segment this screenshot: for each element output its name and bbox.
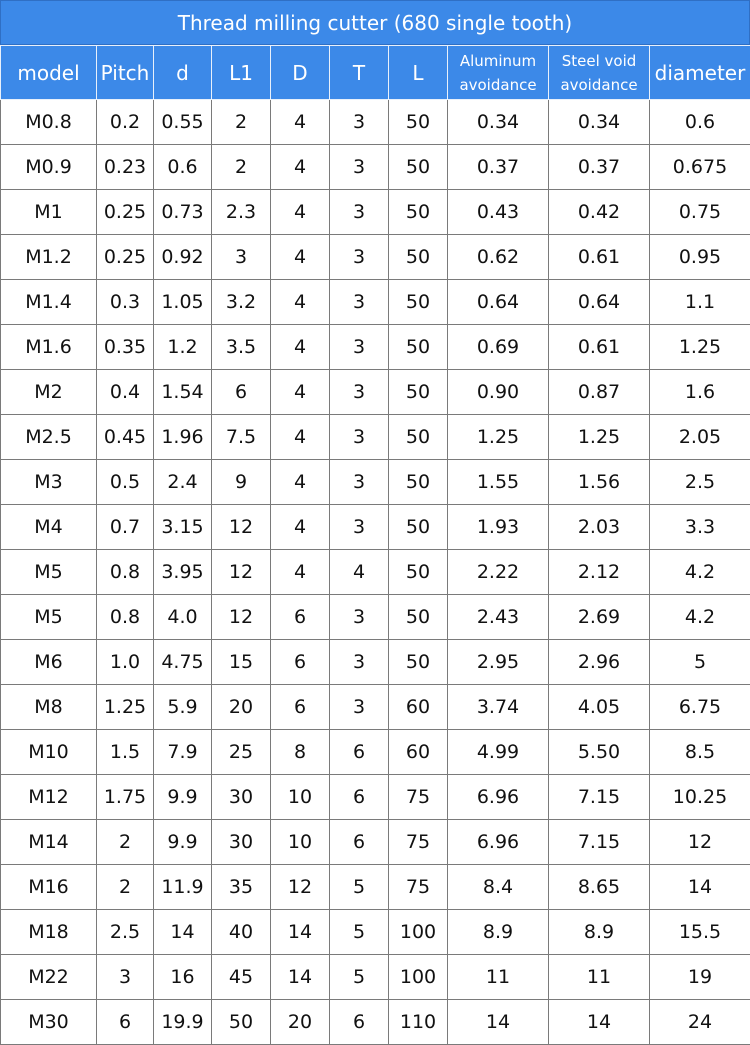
cell-aluminum-avoidance: 14 <box>448 1000 549 1045</box>
table-row <box>1 910 750 955</box>
cell-l: 50 <box>389 100 448 145</box>
cell-d: 11.9 <box>154 865 212 910</box>
cell-aluminum-avoidance: 1.55 <box>448 460 549 505</box>
table-row <box>1 415 750 460</box>
cell-t: 6 <box>330 1000 389 1045</box>
col-header-diameter: diameter <box>650 46 750 100</box>
cell-d: 2.4 <box>154 460 212 505</box>
cell-shank-d: 6 <box>271 640 330 685</box>
cell-pitch: 2 <box>97 820 154 865</box>
cell-model: M22 <box>1 955 97 1000</box>
table-row <box>1 865 750 910</box>
cell-pitch: 0.2 <box>97 100 154 145</box>
cell-l1: 12 <box>212 505 271 550</box>
cell-aluminum-avoidance: 3.74 <box>448 685 549 730</box>
cell-aluminum-avoidance: 0.37 <box>448 145 549 190</box>
cell-steel-void-avoidance: 0.42 <box>549 190 650 235</box>
cell-pitch: 0.3 <box>97 280 154 325</box>
cell-l1: 3 <box>212 235 271 280</box>
cell-l1: 3.5 <box>212 325 271 370</box>
table-row <box>1 190 750 235</box>
cell-l: 75 <box>389 820 448 865</box>
cell-l: 50 <box>389 460 448 505</box>
cell-l1: 40 <box>212 910 271 955</box>
cell-aluminum-avoidance: 6.96 <box>448 775 549 820</box>
cell-l: 50 <box>389 235 448 280</box>
cell-d: 9.9 <box>154 775 212 820</box>
cell-l1: 30 <box>212 820 271 865</box>
cell-model: M0.8 <box>1 100 97 145</box>
cell-pitch: 0.35 <box>97 325 154 370</box>
cell-shank-d: 8 <box>271 730 330 775</box>
table-row <box>1 685 750 730</box>
cell-shank-d: 4 <box>271 505 330 550</box>
cell-aluminum-avoidance: 0.62 <box>448 235 549 280</box>
cell-steel-void-avoidance: 1.25 <box>549 415 650 460</box>
cell-l: 50 <box>389 550 448 595</box>
cell-pitch: 0.45 <box>97 415 154 460</box>
cell-model: M6 <box>1 640 97 685</box>
cell-t: 6 <box>330 730 389 775</box>
cell-l: 50 <box>389 145 448 190</box>
cell-pitch: 0.8 <box>97 550 154 595</box>
cell-shank-d: 12 <box>271 865 330 910</box>
table-row <box>1 595 750 640</box>
cell-shank-d: 14 <box>271 910 330 955</box>
cell-t: 3 <box>330 685 389 730</box>
cell-diameter: 4.2 <box>650 550 750 595</box>
cell-model: M16 <box>1 865 97 910</box>
col-header-d: d <box>154 46 212 100</box>
cell-l: 110 <box>389 1000 448 1045</box>
cell-model: M5 <box>1 550 97 595</box>
cell-diameter: 10.25 <box>650 775 750 820</box>
cell-d: 1.2 <box>154 325 212 370</box>
cell-aluminum-avoidance: 1.93 <box>448 505 549 550</box>
cell-aluminum-avoidance: 2.43 <box>448 595 549 640</box>
cell-l: 50 <box>389 280 448 325</box>
cell-l1: 2 <box>212 145 271 190</box>
table-row <box>1 730 750 775</box>
cell-d: 9.9 <box>154 820 212 865</box>
cell-d: 19.9 <box>154 1000 212 1045</box>
cell-model: M1.2 <box>1 235 97 280</box>
cell-l: 100 <box>389 910 448 955</box>
cell-pitch: 1.75 <box>97 775 154 820</box>
cell-l1: 25 <box>212 730 271 775</box>
cell-steel-void-avoidance: 7.15 <box>549 820 650 865</box>
cell-shank-d: 4 <box>271 415 330 460</box>
cell-model: M1.6 <box>1 325 97 370</box>
cell-diameter: 24 <box>650 1000 750 1045</box>
cell-diameter: 14 <box>650 865 750 910</box>
cell-shank-d: 4 <box>271 235 330 280</box>
cell-l: 75 <box>389 775 448 820</box>
cell-model: M2 <box>1 370 97 415</box>
cell-shank-d: 4 <box>271 100 330 145</box>
table-row <box>1 775 750 820</box>
cell-shank-d: 4 <box>271 280 330 325</box>
table-row <box>1 820 750 865</box>
table-row <box>1 955 750 1000</box>
table-row <box>1 325 750 370</box>
cell-d: 3.95 <box>154 550 212 595</box>
cell-pitch: 0.4 <box>97 370 154 415</box>
table-row <box>1 145 750 190</box>
cell-steel-void-avoidance: 2.69 <box>549 595 650 640</box>
cell-t: 3 <box>330 280 389 325</box>
cell-l: 50 <box>389 640 448 685</box>
cell-aluminum-avoidance: 0.43 <box>448 190 549 235</box>
cell-shank-d: 4 <box>271 460 330 505</box>
table-row <box>1 235 750 280</box>
cell-shank-d: 20 <box>271 1000 330 1045</box>
cell-model: M5 <box>1 595 97 640</box>
cell-steel-void-avoidance: 0.87 <box>549 370 650 415</box>
col-header-t: T <box>330 46 389 100</box>
cell-pitch: 0.7 <box>97 505 154 550</box>
cell-diameter: 6.75 <box>650 685 750 730</box>
col-header-steel-void-avoidance: Steel void avoidance <box>549 46 650 100</box>
cell-steel-void-avoidance: 2.12 <box>549 550 650 595</box>
cell-model: M2.5 <box>1 415 97 460</box>
cell-pitch: 1.5 <box>97 730 154 775</box>
cell-d: 1.96 <box>154 415 212 460</box>
cell-t: 3 <box>330 460 389 505</box>
cell-d: 16 <box>154 955 212 1000</box>
cell-shank-d: 4 <box>271 370 330 415</box>
cell-shank-d: 4 <box>271 550 330 595</box>
cell-d: 0.92 <box>154 235 212 280</box>
cell-l1: 6 <box>212 370 271 415</box>
cell-aluminum-avoidance: 6.96 <box>448 820 549 865</box>
cell-t: 5 <box>330 865 389 910</box>
cell-aluminum-avoidance: 4.99 <box>448 730 549 775</box>
cell-l: 50 <box>389 370 448 415</box>
cell-d: 0.55 <box>154 100 212 145</box>
cell-shank-d: 10 <box>271 820 330 865</box>
cell-shank-d: 6 <box>271 685 330 730</box>
cell-d: 4.75 <box>154 640 212 685</box>
spec-table <box>0 45 750 1045</box>
table-row <box>1 100 750 145</box>
cell-t: 3 <box>330 325 389 370</box>
cell-pitch: 0.8 <box>97 595 154 640</box>
cell-l: 60 <box>389 685 448 730</box>
col-header-pitch: Pitch <box>97 46 154 100</box>
cell-d: 7.9 <box>154 730 212 775</box>
cell-steel-void-avoidance: 0.64 <box>549 280 650 325</box>
cell-t: 3 <box>330 370 389 415</box>
cell-diameter: 1.25 <box>650 325 750 370</box>
cell-d: 4.0 <box>154 595 212 640</box>
cell-d: 5.9 <box>154 685 212 730</box>
cell-t: 3 <box>330 145 389 190</box>
cell-model: M18 <box>1 910 97 955</box>
cell-t: 4 <box>330 550 389 595</box>
cell-diameter: 1.6 <box>650 370 750 415</box>
cell-steel-void-avoidance: 5.50 <box>549 730 650 775</box>
cell-d: 1.05 <box>154 280 212 325</box>
table-row <box>1 550 750 595</box>
cell-l1: 15 <box>212 640 271 685</box>
cell-diameter: 8.5 <box>650 730 750 775</box>
table-body <box>1 100 750 1045</box>
cell-model: M14 <box>1 820 97 865</box>
cell-aluminum-avoidance: 2.22 <box>448 550 549 595</box>
table-row <box>1 370 750 415</box>
cell-shank-d: 10 <box>271 775 330 820</box>
cell-steel-void-avoidance: 0.61 <box>549 235 650 280</box>
cell-diameter: 0.675 <box>650 145 750 190</box>
cell-t: 3 <box>330 505 389 550</box>
cell-l1: 45 <box>212 955 271 1000</box>
cell-l1: 2 <box>212 100 271 145</box>
cell-aluminum-avoidance: 8.4 <box>448 865 549 910</box>
cell-aluminum-avoidance: 11 <box>448 955 549 1000</box>
cell-pitch: 2.5 <box>97 910 154 955</box>
col-header-shank-d: D <box>271 46 330 100</box>
cell-diameter: 19 <box>650 955 750 1000</box>
cell-l1: 9 <box>212 460 271 505</box>
cell-steel-void-avoidance: 14 <box>549 1000 650 1045</box>
cell-diameter: 3.3 <box>650 505 750 550</box>
cell-shank-d: 14 <box>271 955 330 1000</box>
cell-pitch: 6 <box>97 1000 154 1045</box>
cell-diameter: 0.95 <box>650 235 750 280</box>
cell-l1: 12 <box>212 550 271 595</box>
cell-l: 75 <box>389 865 448 910</box>
cell-l: 50 <box>389 190 448 235</box>
cell-aluminum-avoidance: 0.90 <box>448 370 549 415</box>
cell-t: 3 <box>330 640 389 685</box>
cell-aluminum-avoidance: 1.25 <box>448 415 549 460</box>
col-header-model: model <box>1 46 97 100</box>
cell-l1: 30 <box>212 775 271 820</box>
cell-l: 50 <box>389 595 448 640</box>
cell-model: M4 <box>1 505 97 550</box>
cell-pitch: 2 <box>97 865 154 910</box>
col-header-l: L <box>389 46 448 100</box>
table-row <box>1 460 750 505</box>
cell-t: 6 <box>330 820 389 865</box>
cell-shank-d: 4 <box>271 145 330 190</box>
cell-t: 3 <box>330 415 389 460</box>
cell-diameter: 4.2 <box>650 595 750 640</box>
cell-pitch: 0.23 <box>97 145 154 190</box>
cell-steel-void-avoidance: 1.56 <box>549 460 650 505</box>
cell-l1: 3.2 <box>212 280 271 325</box>
cell-l: 50 <box>389 325 448 370</box>
cell-pitch: 0.25 <box>97 190 154 235</box>
cell-model: M1 <box>1 190 97 235</box>
cell-diameter: 2.5 <box>650 460 750 505</box>
cell-model: M0.9 <box>1 145 97 190</box>
cell-steel-void-avoidance: 4.05 <box>549 685 650 730</box>
cell-aluminum-avoidance: 0.69 <box>448 325 549 370</box>
cell-steel-void-avoidance: 2.96 <box>549 640 650 685</box>
cell-l: 100 <box>389 955 448 1000</box>
cell-aluminum-avoidance: 8.9 <box>448 910 549 955</box>
cell-diameter: 12 <box>650 820 750 865</box>
cell-t: 3 <box>330 190 389 235</box>
cell-shank-d: 6 <box>271 595 330 640</box>
table-title: Thread milling cutter (680 single tooth) <box>0 0 750 45</box>
cell-diameter: 1.1 <box>650 280 750 325</box>
cell-t: 3 <box>330 595 389 640</box>
cell-steel-void-avoidance: 0.61 <box>549 325 650 370</box>
cell-model: M8 <box>1 685 97 730</box>
cell-pitch: 3 <box>97 955 154 1000</box>
cell-l: 50 <box>389 505 448 550</box>
cell-diameter: 0.75 <box>650 190 750 235</box>
col-header-aluminum-avoidance: Aluminum avoidance <box>448 46 549 100</box>
cell-model: M12 <box>1 775 97 820</box>
cell-t: 6 <box>330 775 389 820</box>
cell-l1: 35 <box>212 865 271 910</box>
cell-l: 60 <box>389 730 448 775</box>
cell-shank-d: 4 <box>271 190 330 235</box>
cell-diameter: 0.6 <box>650 100 750 145</box>
cell-model: M30 <box>1 1000 97 1045</box>
header-row <box>1 46 750 100</box>
cell-d: 14 <box>154 910 212 955</box>
cell-pitch: 1.25 <box>97 685 154 730</box>
cell-model: M3 <box>1 460 97 505</box>
cell-steel-void-avoidance: 2.03 <box>549 505 650 550</box>
table-row <box>1 505 750 550</box>
cell-d: 0.6 <box>154 145 212 190</box>
table-header <box>1 46 750 100</box>
cell-pitch: 0.5 <box>97 460 154 505</box>
col-header-l1: L1 <box>212 46 271 100</box>
table-row <box>1 1000 750 1045</box>
cell-l1: 7.5 <box>212 415 271 460</box>
cell-steel-void-avoidance: 7.15 <box>549 775 650 820</box>
cell-model: M10 <box>1 730 97 775</box>
cell-aluminum-avoidance: 0.64 <box>448 280 549 325</box>
cell-l: 50 <box>389 415 448 460</box>
cell-d: 1.54 <box>154 370 212 415</box>
cell-model: M1.4 <box>1 280 97 325</box>
cell-diameter: 5 <box>650 640 750 685</box>
cell-d: 3.15 <box>154 505 212 550</box>
cell-steel-void-avoidance: 8.9 <box>549 910 650 955</box>
cell-aluminum-avoidance: 2.95 <box>448 640 549 685</box>
cell-shank-d: 4 <box>271 325 330 370</box>
cell-steel-void-avoidance: 11 <box>549 955 650 1000</box>
cell-l1: 50 <box>212 1000 271 1045</box>
cell-diameter: 15.5 <box>650 910 750 955</box>
cell-t: 5 <box>330 910 389 955</box>
cell-t: 3 <box>330 235 389 280</box>
table-row <box>1 280 750 325</box>
cell-t: 3 <box>330 100 389 145</box>
cell-pitch: 1.0 <box>97 640 154 685</box>
cell-diameter: 2.05 <box>650 415 750 460</box>
cell-l1: 12 <box>212 595 271 640</box>
cell-aluminum-avoidance: 0.34 <box>448 100 549 145</box>
table-row <box>1 640 750 685</box>
cell-l1: 20 <box>212 685 271 730</box>
cell-l1: 2.3 <box>212 190 271 235</box>
cell-steel-void-avoidance: 0.37 <box>549 145 650 190</box>
cell-pitch: 0.25 <box>97 235 154 280</box>
cell-t: 5 <box>330 955 389 1000</box>
cell-d: 0.73 <box>154 190 212 235</box>
cell-steel-void-avoidance: 0.34 <box>549 100 650 145</box>
cell-steel-void-avoidance: 8.65 <box>549 865 650 910</box>
